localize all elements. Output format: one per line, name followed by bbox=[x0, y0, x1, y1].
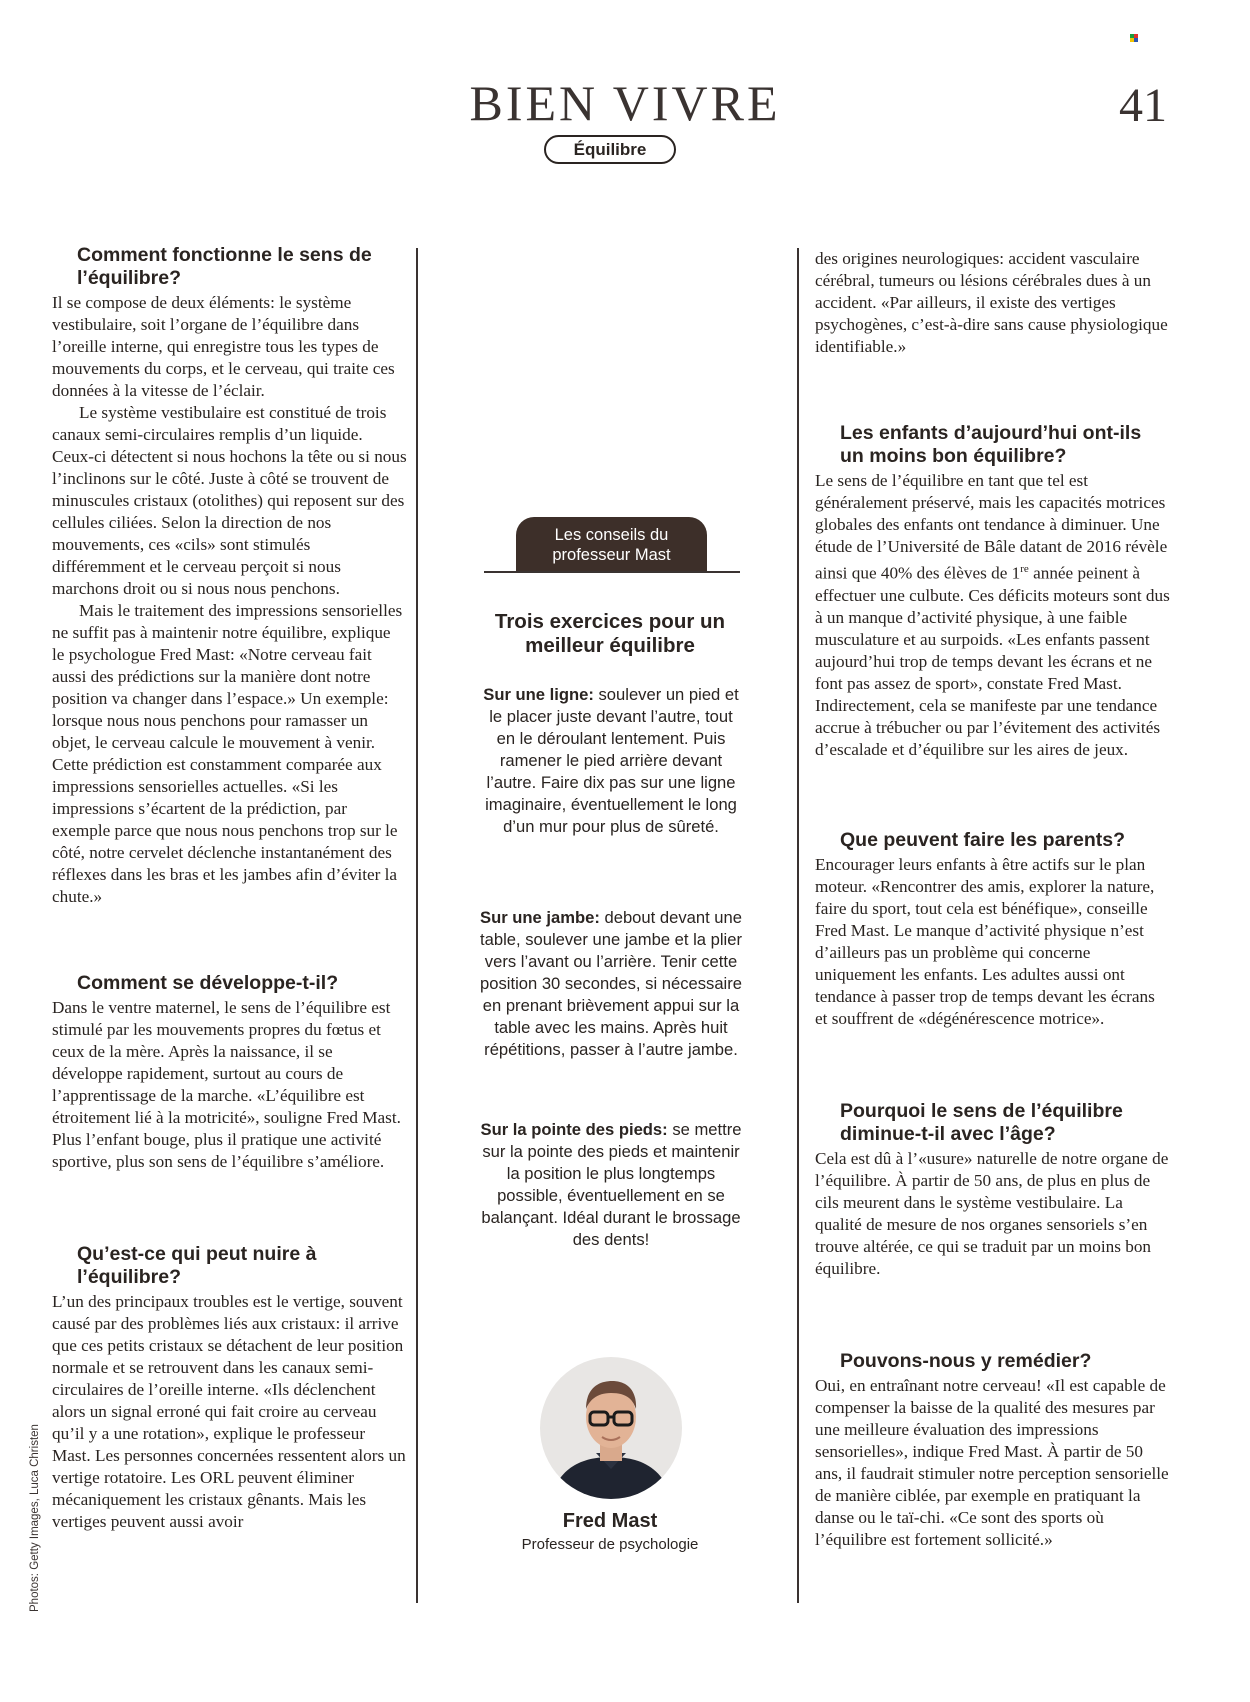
spacer bbox=[815, 761, 1170, 829]
exercise-text: se mettre sur la pointe des pieds et maintenir la position le plus longtemps possible, éventuellement en se balançant. Idéal durant le brossage des dents! bbox=[481, 1120, 742, 1249]
question-heading-parents: Que peuvent faire les parents? bbox=[840, 828, 1126, 851]
exercise-lead: Sur une jambe: bbox=[480, 908, 600, 927]
paragraph: Cela est dû à l’«usure» naturelle de notre organe de l’équilibre. À partir de 50 ans, de plus en plus de cils meurent dans le système vestibulaire. La qualité de mesure de nos organes sensoriels s’en trouve altérée, ce qui se traduit par un moins bon équilibre. bbox=[815, 1148, 1169, 1278]
superscript: re bbox=[1020, 563, 1029, 575]
question-heading-age: Pourquoi le sens de l’équilibre diminue-t-il avec l’âge? bbox=[840, 1099, 1123, 1145]
spacer bbox=[52, 1173, 407, 1243]
paragraph-part: Le sens de l’équilibre en tant que tel est généralement préservé, mais les capacités motrices globales des enfants ont tendance à diminuer. Une étude de l’Université de Bâle datant de 2016 révèle ainsi que 40% des élèves de 1 bbox=[815, 471, 1168, 583]
paragraph: Le système vestibulaire est constitué de trois canaux semi-circulaires remplis d’un liquide. Ceux-ci détectent si nous hochons la tête ou si nous l’inclinons sur le côté. Juste à côté se trouvent de minuscules cristaux (otolithes) qui reposent sur des cellules ciliées. Selon la direction de nos mouvements, ces «cils» sont stimulés différemment et le cerveau perçoit si nous marchons droit ou si nous nous penchons. bbox=[52, 403, 407, 598]
exercise-lead: Sur la pointe des pieds: bbox=[480, 1120, 668, 1139]
spacer bbox=[815, 358, 1170, 422]
column-rule-right bbox=[797, 248, 799, 1603]
paragraph: Encourager leurs enfants à être actifs sur le plan moteur. «Rencontrer des amis, explorer la nature, faire du sport, tout cela est bénéfique», conseille Fred Mast. Le manque d’activité physique n’est d’ailleurs pas un problème qui concerne uniquement les enfants. Les adultes aussi ont tendance à passer trop de temps devant les écrans et souffrent de «dégénérescence motrice». bbox=[815, 854, 1155, 1028]
right-column bbox=[815, 248, 1170, 1551]
section-title: BIEN VIVRE bbox=[469, 75, 781, 131]
left-column bbox=[52, 244, 407, 1533]
paragraph: Mais le traitement des impressions sensorielles ne suffit pas à maintenir notre équilibre, explique le psychologue Fred Mast: «Notre cerveau fait aussi des prédictions sur la manière dont notre position va changer dans l’espace.» Un exemple: lorsque nous nous penchons pour ramasser un objet, le cerveau calcule le mouvement à venir. Cette prédiction est constamment comparée aux impressions sensorielles actuelles. «Si les impressions s’écartent de la prédiction, par exemple parce que nous nous penchons trop sur le côté, notre cervelet déclenche instantanément des réflexes dans les bras et les jambes afin d’éviter la chute.» bbox=[52, 601, 403, 906]
photo-credit: Photos: Getty Images, Luca Christen bbox=[29, 1424, 41, 1612]
question-heading-how-it-works: Comment fonctionne le sens de l’équilibre? bbox=[77, 244, 372, 289]
sidebar-label-box: Les conseils du professeur Mast bbox=[516, 517, 707, 572]
expert-portrait bbox=[540, 1357, 682, 1499]
spacer bbox=[815, 1280, 1170, 1350]
paragraph bbox=[815, 470, 1170, 761]
spacer bbox=[52, 908, 407, 972]
portrait-image bbox=[540, 1357, 682, 1499]
sidebar-divider bbox=[484, 571, 740, 573]
exercise-lead: Sur une ligne: bbox=[483, 685, 594, 704]
paragraph: Oui, en entraînant notre cerveau! «Il est capable de compenser la baisse de la qualité des mesures par une meilleure évaluation des impressions sensorielles», indique Fred Mast. À partir de 50 ans, il faudrait stimuler notre perception sensorielle de manière ciblée, par exemple en pratiquant la danse ou le taï-chi. «Ce sont des sports où l’équilibre est fortement sollicité.» bbox=[815, 1375, 1169, 1549]
exercise-line bbox=[478, 684, 744, 838]
exercise-tiptoe bbox=[478, 1119, 744, 1251]
question-heading-harm: Qu’est-ce qui peut nuire à l’équilibre? bbox=[77, 1243, 317, 1288]
spacer bbox=[815, 1030, 1170, 1100]
sidebar-title: Trois exercices pour un meilleur équilibre bbox=[494, 610, 726, 657]
paragraph: Dans le ventre maternel, le sens de l’équilibre est stimulé par les mouvements propres du fœtus et ceux de la mère. Après la naissance, il se développe rapidement, surtout au cours de l’apprentissage de la marche. «L’équilibre est étroitement lié à la motricité», souligne Fred Mast. Plus l’enfant bouge, plus il pratique une activité sportive, plus son sens de l’équilibre s’améliore. bbox=[52, 998, 401, 1171]
rubric-badge: Équilibre bbox=[544, 135, 676, 164]
paragraph: des origines neurologiques: accident vasculaire cérébral, tumeurs ou lésions cérébrales dues à un accident. «Par ailleurs, il existe des vertiges psychogènes, c’est-à-dire sans cause physiologique identifiable.» bbox=[815, 249, 1168, 356]
expert-name: Fred Mast bbox=[562, 1510, 658, 1532]
exercise-text: debout devant une table, soulever une jambe et la plier vers l’avant ou l’arrière. Tenir cette position 30 secondes, si nécessaire en prenant brièvement appui sur la table avec les mains. Après huit répétitions, passer à l’autre jambe. bbox=[480, 908, 742, 1059]
exercise-one-leg bbox=[478, 907, 744, 1061]
column-rule-left bbox=[416, 248, 418, 1603]
paragraph-part: année peinent à effectuer une culbute. Ces déficits moteurs sont dus à un manque d’activité physique, à une faible musculature et au surpoids. «Les enfants passent aujourd’hui trop de temps devant les écrans et ne font pas assez de sport», constate Fred Mast. Indirectement, cela se manifeste par une tendance accrue à trébucher ou par l’évitement des activités d’escalade et d’équilibre sur les aires de jeux. bbox=[815, 563, 1170, 759]
print-color-mark bbox=[1130, 34, 1138, 42]
question-heading-development: Comment se développe-t-il? bbox=[77, 972, 339, 994]
question-heading-remedy: Pouvons-nous y remédier? bbox=[840, 1349, 1092, 1372]
page-number: 41 bbox=[1119, 79, 1167, 132]
expert-role: Professeur de psychologie bbox=[521, 1536, 699, 1553]
paragraph: L’un des principaux troubles est le vertige, souvent causé par des problèmes liés aux cristaux: il arrive que ces petits cristaux se détachent de leur position normale et se retrouvent dans les canaux semi-circulaires de l’oreille interne. «Ils déclenchent alors un signal erroné qui fait croire au cerveau qu’il y a une rotation», explique le professeur Mast. Les personnes concernées ressentent alors un vertige rotatoire. Les ORL peuvent éliminer mécaniquement les cristaux gênants. Mais les vertiges peuvent aussi avoir bbox=[52, 1292, 406, 1531]
paragraph: Il se compose de deux éléments: le système vestibulaire, soit l’organe de l’équilibre dans l’oreille interne, qui enregistre tous les types de mouvements du corps, et le cerveau, qui traite ces données à la vitesse de l’éclair. bbox=[52, 293, 395, 400]
question-heading-children: Les enfants d’aujourd’hui ont-ils un moins bon équilibre? bbox=[840, 422, 1142, 467]
exercise-text: soulever un pied et le placer juste devant l’autre, tout en le déroulant lentement. Puis ramener le pied arrière devant l’autre. Faire dix pas sur une ligne imaginaire, éventuellement le long d’un mur pour plus de sûreté. bbox=[485, 685, 739, 836]
